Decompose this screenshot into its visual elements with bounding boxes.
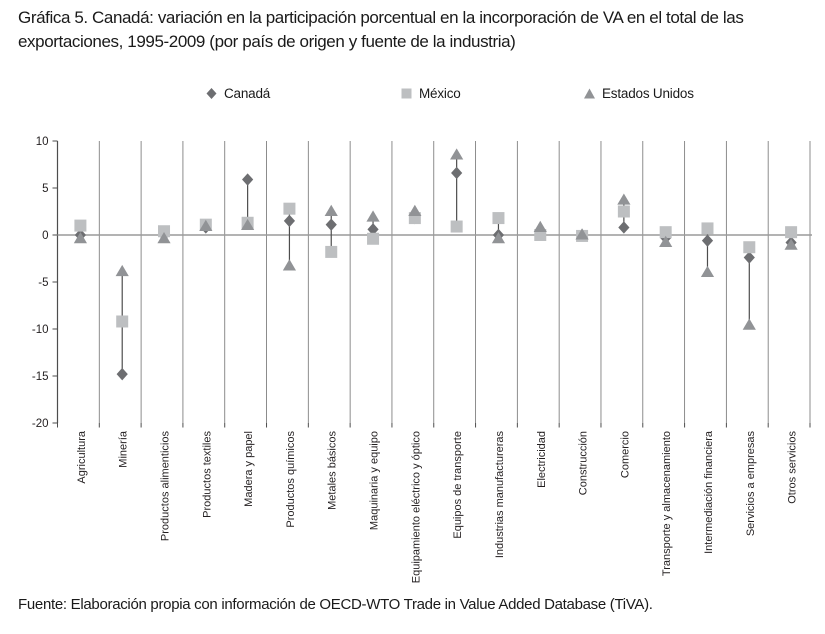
marker-mexico-agricultura (74, 220, 86, 232)
category-label-equipamiento-electrico-y-optico: Equipamiento eléctrico y óptico (410, 431, 423, 584)
marker-mexico-equipos-de-transporte (451, 221, 463, 233)
category-label-electricidad: Electricidad (535, 431, 548, 488)
category-label-equipos-de-transporte: Equipos de transporte (452, 431, 465, 539)
chart-legend (0, 86, 825, 108)
marker-estados-unidos-equipos-de-transporte (450, 148, 463, 159)
category-label-productos-textiles: Productos textiles (201, 431, 214, 518)
marker-estados-unidos-industrias-manufactureras (492, 232, 505, 243)
category-label-metales-basicos: Metales básicos (326, 431, 339, 510)
marker-estados-unidos-mineria (116, 265, 129, 276)
legend-item-canada (204, 86, 270, 101)
y-tick-label: 0 (42, 230, 49, 242)
marker-estados-unidos-metales-basicos (325, 205, 338, 216)
triangle-icon (582, 86, 597, 101)
category-label-maquinaria-y-equipo: Maquinaria y equipo (368, 431, 381, 531)
legend-label: Canadá (224, 86, 271, 101)
category-label-comercio: Comercio (619, 431, 632, 479)
marker-estados-unidos-otros-servicios (784, 239, 797, 250)
marker-mexico-maquinaria-y-equipo (367, 233, 379, 245)
marker-canada-comercio (618, 221, 629, 233)
marker-canada-equipos-de-transporte (451, 167, 462, 179)
y-tick-label: 10 (35, 136, 49, 148)
marker-mexico-otros-servicios (785, 226, 797, 238)
chart-canvas (0, 130, 825, 595)
y-tick-label: -5 (38, 277, 49, 289)
legend-label: México (419, 86, 461, 101)
marker-estados-unidos-intermediacion-financiera (701, 266, 714, 277)
marker-mexico-metales-basicos (325, 246, 337, 258)
marker-mexico-mineria (116, 315, 128, 327)
marker-mexico-productos-quimicos (283, 203, 295, 215)
marker-estados-unidos-equipamiento-electrico-y-optico (408, 205, 421, 216)
marker-estados-unidos-agricultura (74, 232, 87, 243)
y-tick-label: -10 (31, 324, 49, 336)
marker-mexico-servicios-a-empresas (743, 241, 755, 253)
y-tick-label: -15 (31, 371, 49, 383)
legend-item-estados-unidos (582, 86, 694, 101)
category-label-servicios-a-empresas: Servicios a empresas (744, 431, 757, 537)
category-label-otros-servicios: Otros servicios (786, 431, 799, 504)
source-note: Fuente: Elaboración propia con información de OECD-WTO Trade in Value Added Database (TiVA). (18, 596, 653, 613)
marker-estados-unidos-productos-quimicos (283, 259, 296, 270)
marker-estados-unidos-servicios-a-empresas (743, 319, 756, 330)
chart-title: Gráfica 5. Canadá: variación en la participación porcentual en la incorporación de VA en el total de las exportaciones, 1995-2009 (por país de origen y fuente de la industria) (18, 8, 744, 51)
square-icon (399, 86, 414, 101)
marker-canada-intermediacion-financiera (702, 234, 713, 246)
marker-canada-metales-basicos (326, 218, 337, 230)
y-tick-label: -20 (31, 418, 49, 430)
marker-canada-madera-y-papel (242, 173, 253, 185)
legend-item-mexico (399, 86, 461, 101)
y-tick-label: 5 (42, 183, 49, 195)
marker-estados-unidos-electricidad (534, 221, 547, 232)
chart-area (0, 130, 825, 595)
marker-mexico-comercio (618, 206, 630, 218)
legend-label: Estados Unidos (602, 86, 694, 101)
category-label-productos-alimenticios: Productos alimenticios (159, 431, 172, 542)
category-label-construccion: Construcción (577, 431, 590, 496)
marker-mexico-intermediacion-financiera (701, 222, 713, 234)
category-label-mineria: Minería (117, 431, 130, 468)
marker-mexico-industrias-manufactureras (492, 212, 504, 224)
marker-estados-unidos-maquinaria-y-equipo (366, 210, 379, 221)
category-label-agricultura: Agricultura (75, 431, 88, 484)
marker-canada-productos-quimicos (284, 215, 295, 227)
category-label-productos-quimicos: Productos químicos (284, 431, 297, 528)
marker-canada-mineria (117, 368, 128, 380)
category-label-madera-y-papel: Madera y papel (243, 431, 256, 507)
marker-estados-unidos-comercio (617, 193, 630, 204)
category-label-transporte-y-almacenamiento: Transporte y almacenamiento (661, 431, 674, 577)
category-label-industrias-manufactureras: Industrias manufactureras (493, 431, 506, 559)
category-label-intermediacion-financiera: Intermediación financiera (702, 431, 715, 554)
diamond-icon (204, 86, 219, 101)
